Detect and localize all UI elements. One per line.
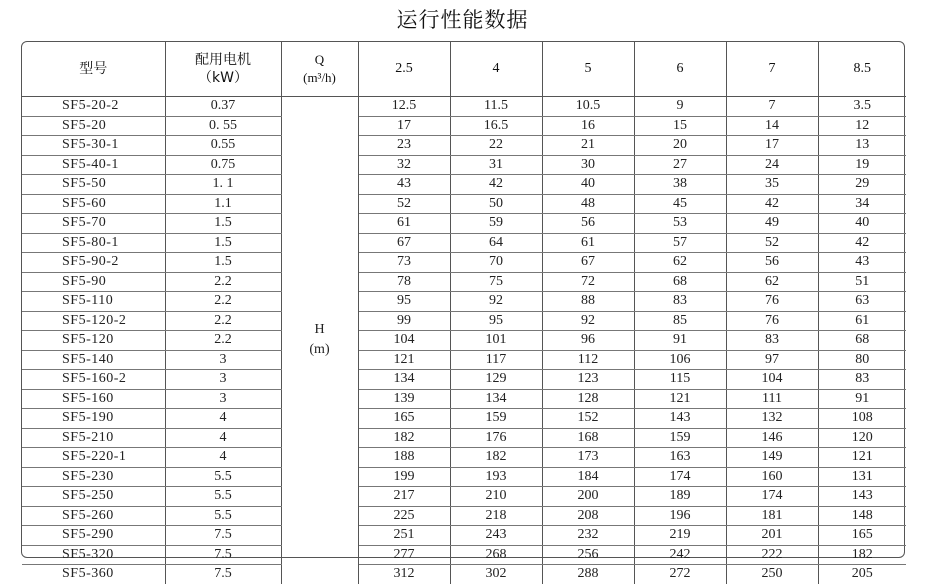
table-row xyxy=(22,409,906,429)
head-value-cell: 21 xyxy=(542,136,634,156)
head-value-cell: 7 xyxy=(726,97,818,117)
head-value-cell: 67 xyxy=(542,253,634,273)
head-value-cell: 59 xyxy=(450,214,542,234)
head-value-cell: 83 xyxy=(634,292,726,312)
head-value-cell: 182 xyxy=(818,545,906,565)
power-cell: 2.2 xyxy=(165,292,281,312)
power-cell: 7.5 xyxy=(165,565,281,584)
table-row xyxy=(22,370,906,390)
head-value-cell: 50 xyxy=(450,194,542,214)
header-power-line1: 配用电机 xyxy=(195,52,251,68)
head-value-cell: 152 xyxy=(542,409,634,429)
head-value-cell: 200 xyxy=(542,487,634,507)
head-value-cell: 117 xyxy=(450,350,542,370)
power-cell: 1. 1 xyxy=(165,175,281,195)
head-value-cell: 56 xyxy=(542,214,634,234)
head-value-cell: 131 xyxy=(818,467,906,487)
head-value-cell: 196 xyxy=(634,506,726,526)
head-value-cell: 288 xyxy=(542,565,634,584)
model-cell: SF5-120 xyxy=(22,331,165,351)
head-value-cell: 61 xyxy=(542,233,634,253)
head-value-cell: 85 xyxy=(634,311,726,331)
head-value-cell: 302 xyxy=(450,565,542,584)
table-row xyxy=(22,136,906,156)
head-value-cell: 19 xyxy=(818,155,906,175)
model-cell: SF5-30-1 xyxy=(22,136,165,156)
model-cell: SF5-140 xyxy=(22,350,165,370)
head-value-cell: 256 xyxy=(542,545,634,565)
head-value-cell: 29 xyxy=(818,175,906,195)
head-value-cell: 3.5 xyxy=(818,97,906,117)
head-value-cell: 201 xyxy=(726,526,818,546)
performance-table xyxy=(22,42,906,584)
table-row xyxy=(22,116,906,136)
table-row xyxy=(22,331,906,351)
head-value-cell: 106 xyxy=(634,350,726,370)
head-value-cell: 56 xyxy=(726,253,818,273)
head-value-cell: 17 xyxy=(726,136,818,156)
head-value-cell: 9 xyxy=(634,97,726,117)
power-cell: 7.5 xyxy=(165,526,281,546)
power-cell: 2.2 xyxy=(165,331,281,351)
table-row xyxy=(22,565,906,584)
head-value-cell: 30 xyxy=(542,155,634,175)
table-row xyxy=(22,155,906,175)
table-row xyxy=(22,253,906,273)
head-value-cell: 42 xyxy=(726,194,818,214)
head-value-cell: 16 xyxy=(542,116,634,136)
head-value-cell: 88 xyxy=(542,292,634,312)
head-value-cell: 57 xyxy=(634,233,726,253)
head-value-cell: 61 xyxy=(818,311,906,331)
head-value-cell: 35 xyxy=(726,175,818,195)
head-value-cell: 121 xyxy=(634,389,726,409)
head-value-cell: 210 xyxy=(450,487,542,507)
head-value-cell: 188 xyxy=(358,448,450,468)
head-value-cell: 104 xyxy=(358,331,450,351)
page-title: 运行性能数据 xyxy=(396,8,529,32)
head-value-cell: 251 xyxy=(358,526,450,546)
head-value-cell: 72 xyxy=(542,272,634,292)
head-value-cell: 120 xyxy=(818,428,906,448)
head-value-cell: 40 xyxy=(542,175,634,195)
head-value-cell: 92 xyxy=(542,311,634,331)
head-value-cell: 23 xyxy=(358,136,450,156)
table-header-row xyxy=(22,42,906,97)
power-cell: 0.55 xyxy=(165,136,281,156)
table-body xyxy=(22,97,906,584)
model-cell: SF5-60 xyxy=(22,194,165,214)
head-value-cell: 16.5 xyxy=(450,116,542,136)
head-value-cell: 24 xyxy=(726,155,818,175)
head-value-cell: 174 xyxy=(726,487,818,507)
head-value-cell: 128 xyxy=(542,389,634,409)
head-value-cell: 97 xyxy=(726,350,818,370)
head-value-cell: 182 xyxy=(450,448,542,468)
head-value-cell: 76 xyxy=(726,292,818,312)
head-value-cell: 78 xyxy=(358,272,450,292)
model-cell: SF5-20-2 xyxy=(22,97,165,117)
power-cell: 1.5 xyxy=(165,253,281,273)
head-value-cell: 15 xyxy=(634,116,726,136)
head-value-cell: 181 xyxy=(726,506,818,526)
table-row xyxy=(22,214,906,234)
head-value-cell: 134 xyxy=(358,370,450,390)
model-cell: SF5-190 xyxy=(22,409,165,429)
power-cell: 3 xyxy=(165,350,281,370)
head-value-cell: 62 xyxy=(726,272,818,292)
head-label-line1: H xyxy=(314,322,325,338)
head-value-cell: 49 xyxy=(726,214,818,234)
head-value-cell: 68 xyxy=(634,272,726,292)
power-cell: 4 xyxy=(165,409,281,429)
table-row xyxy=(22,272,906,292)
model-cell: SF5-70 xyxy=(22,214,165,234)
model-cell: SF5-110 xyxy=(22,292,165,312)
power-cell: 3 xyxy=(165,389,281,409)
header-power-line2: （kW） xyxy=(198,70,248,86)
head-value-cell: 132 xyxy=(726,409,818,429)
head-value-cell: 222 xyxy=(726,545,818,565)
power-cell: 7.5 xyxy=(165,545,281,565)
head-value-cell: 219 xyxy=(634,526,726,546)
head-value-cell: 68 xyxy=(818,331,906,351)
head-value-cell: 121 xyxy=(358,350,450,370)
power-cell: 0. 55 xyxy=(165,116,281,136)
head-value-cell: 91 xyxy=(818,389,906,409)
head-value-cell: 95 xyxy=(358,292,450,312)
head-value-cell: 218 xyxy=(450,506,542,526)
table-row xyxy=(22,545,906,565)
head-value-cell: 45 xyxy=(634,194,726,214)
table-row xyxy=(22,389,906,409)
head-value-cell: 14 xyxy=(726,116,818,136)
header-q-line1: Q xyxy=(314,52,325,67)
head-value-cell: 22 xyxy=(450,136,542,156)
head-value-cell: 95 xyxy=(450,311,542,331)
model-cell: SF5-160 xyxy=(22,389,165,409)
model-cell: SF5-360 xyxy=(22,565,165,584)
head-value-cell: 208 xyxy=(542,506,634,526)
head-value-cell: 62 xyxy=(634,253,726,273)
head-value-cell: 205 xyxy=(851,566,873,582)
head-value-cell: 139 xyxy=(358,389,450,409)
table-row xyxy=(22,448,906,468)
header-power xyxy=(165,42,281,97)
head-value-cell: 163 xyxy=(634,448,726,468)
head-value-cell: 83 xyxy=(726,331,818,351)
head-value-cell: 277 xyxy=(358,545,450,565)
head-value-cell: 250 xyxy=(726,565,818,584)
head-value-cell: 173 xyxy=(542,448,634,468)
head-value-cell: 148 xyxy=(818,506,906,526)
power-cell: 0.75 xyxy=(165,155,281,175)
head-value-cell: 112 xyxy=(542,350,634,370)
head-value-cell: 143 xyxy=(818,487,906,507)
table-row xyxy=(22,428,906,448)
head-value-cell: 225 xyxy=(358,506,450,526)
table-row xyxy=(22,194,906,214)
model-cell: SF5-40-1 xyxy=(22,155,165,175)
head-value-cell: 159 xyxy=(450,409,542,429)
head-value-cell: 121 xyxy=(818,448,906,468)
head-value-cell: 83 xyxy=(818,370,906,390)
head-value-cell: 32 xyxy=(358,155,450,175)
head-value-cell: 149 xyxy=(726,448,818,468)
table-row xyxy=(22,292,906,312)
header-flow-value: 7 xyxy=(726,42,818,97)
model-cell: SF5-260 xyxy=(22,506,165,526)
model-cell: SF5-50 xyxy=(22,175,165,195)
model-cell: SF5-90-2 xyxy=(22,253,165,273)
head-value-cell: 134 xyxy=(450,389,542,409)
head-value-cell: 42 xyxy=(450,175,542,195)
model-cell: SF5-290 xyxy=(22,526,165,546)
table-row xyxy=(22,97,906,117)
head-value-cell: 165 xyxy=(358,409,450,429)
head-value-cell: 48 xyxy=(542,194,634,214)
head-value-cell: 52 xyxy=(358,194,450,214)
header-flow-value: 8.5 xyxy=(818,42,906,97)
head-value-cell: 17 xyxy=(358,116,450,136)
model-cell: SF5-250 xyxy=(22,487,165,507)
head-value-cell: 40 xyxy=(818,214,906,234)
head-value-cell: 108 xyxy=(818,409,906,429)
head-value-cell: 43 xyxy=(818,253,906,273)
power-cell: 0.37 xyxy=(165,97,281,117)
head-value-cell: 272 xyxy=(634,565,726,584)
model-cell: SF5-120-2 xyxy=(22,311,165,331)
head-value-cell: 193 xyxy=(450,467,542,487)
head-value-cell: 143 xyxy=(634,409,726,429)
head-value-cell: 52 xyxy=(726,233,818,253)
performance-table-frame xyxy=(21,41,905,582)
table-row xyxy=(22,350,906,370)
head-value-cell: 160 xyxy=(726,467,818,487)
head-value-cell: 146 xyxy=(726,428,818,448)
header-flow-value: 6 xyxy=(634,42,726,97)
head-value-cell: 101 xyxy=(450,331,542,351)
head-value-cell: 104 xyxy=(726,370,818,390)
power-cell: 4 xyxy=(165,448,281,468)
table-row xyxy=(22,311,906,331)
head-value-cell: 123 xyxy=(542,370,634,390)
power-cell: 2.2 xyxy=(165,311,281,331)
head-value-cell: 70 xyxy=(450,253,542,273)
power-cell: 2.2 xyxy=(165,272,281,292)
power-cell: 1.5 xyxy=(165,214,281,234)
model-cell: SF5-160-2 xyxy=(22,370,165,390)
header-model: 型号 xyxy=(22,42,165,97)
power-cell: 5.5 xyxy=(165,487,281,507)
head-value-cell: 243 xyxy=(450,526,542,546)
model-cell: SF5-90 xyxy=(22,272,165,292)
head-value-cell: 53 xyxy=(634,214,726,234)
head-value-cell: 111 xyxy=(726,389,818,409)
power-cell: 5.5 xyxy=(165,467,281,487)
head-value-cell: 159 xyxy=(634,428,726,448)
table-row xyxy=(22,233,906,253)
model-cell: SF5-210 xyxy=(22,428,165,448)
head-value-cell: 20 xyxy=(634,136,726,156)
head-value-cell: 96 xyxy=(542,331,634,351)
header-flow-q xyxy=(281,42,358,97)
head-value-cell: 31 xyxy=(450,155,542,175)
head-value-cell: 129 xyxy=(450,370,542,390)
head-value-cell: 13 xyxy=(818,136,906,156)
head-value-cell: 115 xyxy=(634,370,726,390)
head-value-cell: 99 xyxy=(358,311,450,331)
head-value-cell: 43 xyxy=(358,175,450,195)
head-value-cell: 27 xyxy=(634,155,726,175)
head-value-cell: 73 xyxy=(358,253,450,273)
head-value-cell: 42 xyxy=(818,233,906,253)
header-q-line2: (m³/h) xyxy=(303,70,336,85)
power-cell: 5.5 xyxy=(165,506,281,526)
head-value-cell: 92 xyxy=(450,292,542,312)
head-value-cell: 174 xyxy=(634,467,726,487)
power-cell: 1.1 xyxy=(165,194,281,214)
header-flow-value: 5 xyxy=(542,42,634,97)
power-cell: 1.5 xyxy=(165,233,281,253)
head-value-cell: 12 xyxy=(818,116,906,136)
power-cell: 3 xyxy=(165,370,281,390)
head-value-cell: 80 xyxy=(818,350,906,370)
head-value-cell: 91 xyxy=(634,331,726,351)
head-value-cell: 76 xyxy=(726,311,818,331)
table-row xyxy=(22,467,906,487)
head-value-cell: 182 xyxy=(358,428,450,448)
head-value-cell: 51 xyxy=(818,272,906,292)
head-value-cell: 11.5 xyxy=(450,97,542,117)
head-value-cell: 232 xyxy=(542,526,634,546)
header-flow-value: 2.5 xyxy=(358,42,450,97)
head-value-cell: 63 xyxy=(818,292,906,312)
head-value-cell: 61 xyxy=(358,214,450,234)
head-value-cell: 67 xyxy=(358,233,450,253)
head-value-cell: 64 xyxy=(450,233,542,253)
head-value-cell: 268 xyxy=(450,545,542,565)
head-value-cell: 189 xyxy=(634,487,726,507)
head-value-cell: 168 xyxy=(542,428,634,448)
table-row xyxy=(22,175,906,195)
table-row xyxy=(22,526,906,546)
head-value-cell: 312 xyxy=(358,565,450,584)
model-cell: SF5-220-1 xyxy=(22,448,165,468)
table-row xyxy=(22,487,906,507)
head-value-cell: 34 xyxy=(818,194,906,214)
head-value-cell: 199 xyxy=(358,467,450,487)
head-unit-label xyxy=(281,97,358,584)
head-value-cell: 12.5 xyxy=(358,97,450,117)
head-value-cell: 38 xyxy=(634,175,726,195)
model-cell: SF5-230 xyxy=(22,467,165,487)
table-row xyxy=(22,506,906,526)
head-label-line2: (m) xyxy=(309,342,330,358)
model-cell: SF5-80-1 xyxy=(22,233,165,253)
head-value-cell: 75 xyxy=(450,272,542,292)
head-value-cell: 242 xyxy=(634,545,726,565)
power-cell: 4 xyxy=(165,428,281,448)
model-cell: SF5-320 xyxy=(22,545,165,565)
head-value-cell: 184 xyxy=(542,467,634,487)
header-flow-value: 4 xyxy=(450,42,542,97)
head-value-cell: 217 xyxy=(358,487,450,507)
head-value-cell: 10.5 xyxy=(542,97,634,117)
head-value-cell: 176 xyxy=(450,428,542,448)
model-cell: SF5-20 xyxy=(22,116,165,136)
head-value-cell: 165 xyxy=(818,526,906,546)
